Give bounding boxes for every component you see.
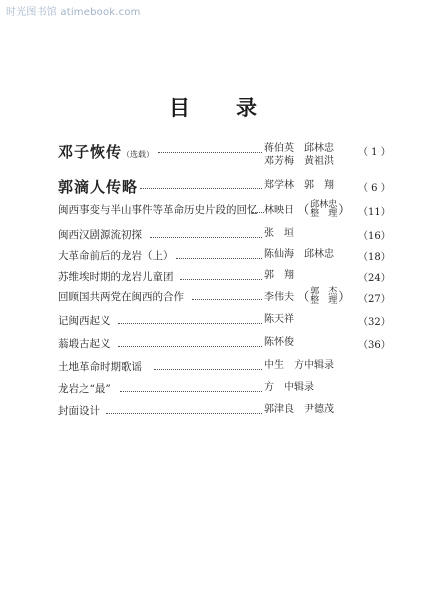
author-line: 郭 翔 <box>264 270 294 281</box>
toc-entry-title: 苏维埃时期的龙岩儿童团 <box>58 271 174 283</box>
toc-entry-authors <box>264 381 314 394</box>
toc-entry <box>0 400 427 418</box>
toc-entry-authors <box>264 227 294 240</box>
toc-entry-page: （24） <box>358 273 391 284</box>
toc-entry-authors <box>264 142 334 168</box>
toc-entry <box>0 141 427 171</box>
author-line: 张 垣 <box>264 228 294 239</box>
toc-entry <box>0 176 427 196</box>
toc-entry <box>0 266 427 284</box>
paren-close: ） <box>338 289 351 304</box>
author-stack <box>310 288 337 306</box>
toc-entry-page: （ 6 ） <box>358 183 391 194</box>
stack-line: 整 理 <box>310 296 338 306</box>
toc-entry <box>0 378 427 396</box>
toc-entry-authors <box>264 179 334 192</box>
toc-entry-authors <box>264 336 294 349</box>
author-line: 郭津良 尹德茂 <box>264 404 334 415</box>
author-line: 陈天祥 <box>264 314 294 325</box>
author-line: 蒋伯英 邱林忠 <box>264 143 334 154</box>
toc-entry-authors <box>264 248 334 261</box>
toc-entry-page: （36） <box>358 340 391 351</box>
toc-entry <box>0 333 427 351</box>
toc-entry-authors <box>264 288 350 306</box>
stack-line: 郭 杰 <box>310 287 338 297</box>
leader-dots <box>252 212 264 213</box>
stack-line: 邱林忠 <box>310 200 338 210</box>
toc-entry <box>0 286 427 306</box>
toc-entry-authors <box>264 269 294 282</box>
toc-entry-title: 闽西事变与半山事件等革命历史片段的回忆 <box>58 204 258 216</box>
title-char-1: 目 <box>169 95 190 120</box>
toc-entry-title: 闽西汉剧源流初探 <box>58 229 142 241</box>
toc-entry-authors <box>264 313 294 326</box>
toc-entry-title: 邓子恢传（选载） <box>58 143 155 161</box>
title-char-2: 录 <box>236 95 257 120</box>
toc-entry <box>0 310 427 328</box>
leader-dots <box>118 323 262 324</box>
author-line: 陈怀俊 <box>264 337 294 348</box>
author-stack <box>310 201 337 219</box>
toc-entry <box>0 224 427 242</box>
toc-entry-title: 回顾国共两党在闽西的合作 <box>58 291 184 303</box>
toc-entry-title-suffix: （选载） <box>122 150 155 159</box>
author-line: 邓芳梅 黄祖洪 <box>264 156 334 167</box>
stack-line: 整 理 <box>310 209 338 219</box>
toc-entry-page: （11） <box>358 207 391 218</box>
author-line: 中生 方中辑录 <box>264 360 334 371</box>
author-line: 方 中辑录 <box>264 382 314 393</box>
author-lead: 林映日 <box>264 204 294 216</box>
author-lead: 李伟夫 <box>264 291 294 303</box>
toc-entry-title: 蓊塅古起义 <box>58 338 111 350</box>
leader-dots <box>118 346 262 347</box>
paren-open: （ <box>297 289 310 304</box>
leader-dots <box>154 369 262 370</box>
toc-entry-title: 封面设计 <box>58 405 100 417</box>
toc-entry-page: （16） <box>358 231 391 242</box>
toc-entry-title: 记闽西起义 <box>58 315 111 327</box>
toc-entry-title: 龙岩之“最” <box>58 383 111 395</box>
author-line: 郑学林 郭 翔 <box>264 180 334 191</box>
toc-entry <box>0 356 427 374</box>
leader-dots <box>180 279 262 280</box>
paren-close: ） <box>338 202 351 217</box>
toc-entry <box>0 245 427 263</box>
toc-entry-page: （18） <box>358 252 391 263</box>
toc-entry-title: 土地革命时期歌谣 <box>58 361 142 373</box>
watermark: 时光图书馆 atimebook.com <box>6 7 141 18</box>
leader-dots <box>150 237 262 238</box>
leader-dots <box>120 391 262 392</box>
toc-entry-page: （27） <box>358 294 391 305</box>
toc-entry-authors <box>264 201 350 219</box>
paren-open: （ <box>297 202 310 217</box>
leader-dots <box>158 152 262 153</box>
toc-entry-authors <box>264 403 334 416</box>
toc-entry-page: （ 1 ） <box>358 147 391 158</box>
page-title <box>0 92 427 122</box>
toc-entry-title: 郭滴人传略 <box>58 178 139 196</box>
leader-dots <box>192 299 262 300</box>
toc-entry-authors <box>264 359 334 372</box>
leader-dots <box>140 188 262 189</box>
leader-dots <box>106 413 262 414</box>
toc-entry <box>0 199 427 219</box>
leader-dots <box>176 258 262 259</box>
author-line: 陈仙海 邱林忠 <box>264 249 334 260</box>
toc-entry-page: （32） <box>358 317 391 328</box>
toc-entry-title: 大革命前后的龙岩（上） <box>58 250 174 262</box>
